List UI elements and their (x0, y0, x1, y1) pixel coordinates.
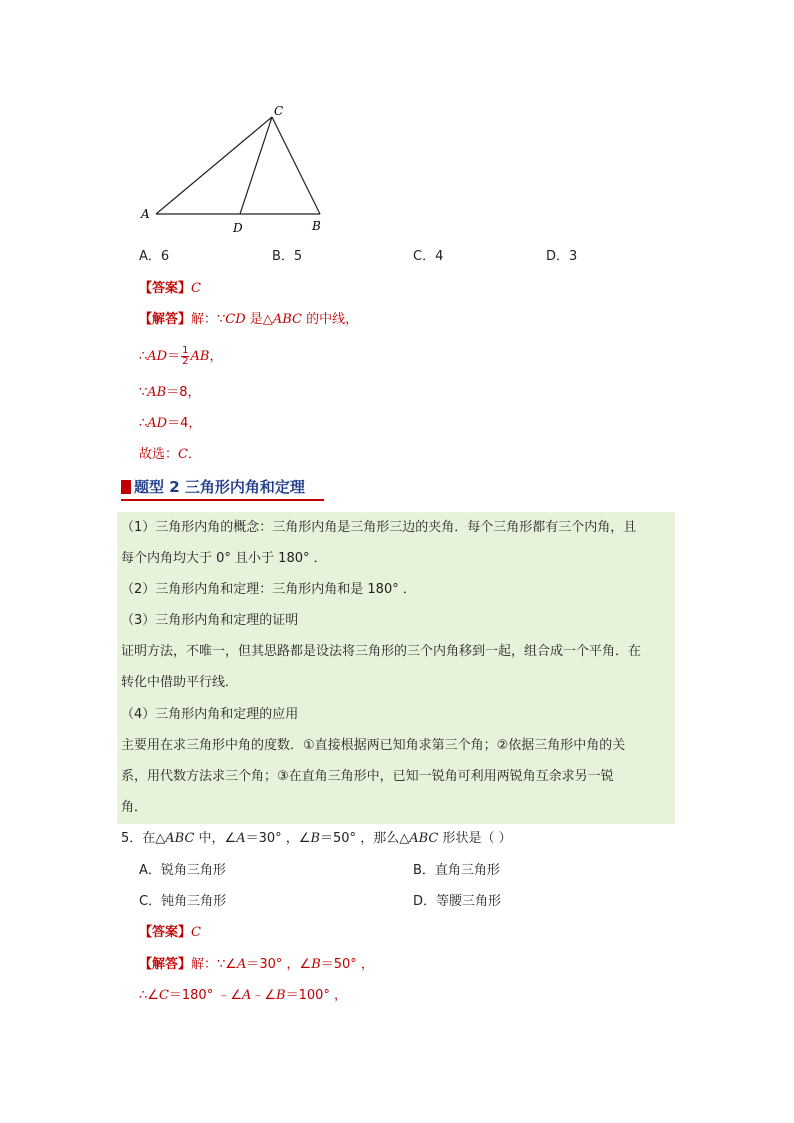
q4-option-a: A．6 (139, 249, 170, 264)
knowledge-line: （2）三角形内角和定理：三角形内角和是 180° ． (121, 582, 416, 597)
text: ﹣∠ (251, 988, 277, 1003)
math-var: B (310, 831, 321, 846)
text: ＝180° ﹣∠ (168, 988, 242, 1003)
triangle-figure (138, 100, 338, 240)
vertex-label-a: A (141, 207, 150, 221)
vertex-label-d: D (233, 221, 243, 235)
q4-solution-line-1 (139, 311, 358, 329)
text: ＝30° ，∠ (245, 831, 311, 846)
knowledge-line: 系，用代数方法求三个角；③在直角三角形中，已知一锐角可利用两锐角互余求另一锐 (121, 769, 614, 784)
math-var: ABC (272, 312, 302, 327)
text: 5．在△ (121, 831, 166, 846)
math-var: CD (225, 312, 246, 327)
knowledge-line: 转化中借助平行线． (121, 675, 239, 690)
knowledge-line: （3）三角形内角和定理的证明 (121, 613, 299, 628)
vertex-label-b: B (312, 219, 321, 233)
q5-solution-line-2 (139, 987, 347, 1005)
text: ， (209, 349, 223, 364)
solution-tag: 【解答】 (139, 957, 192, 972)
text: ∴∠ (139, 988, 159, 1003)
math-var: AB (190, 349, 210, 364)
q4-solution-line-3 (139, 384, 201, 402)
math-var: A (242, 988, 252, 1003)
numerator: 1 (182, 345, 189, 356)
text: ＝ (167, 349, 181, 364)
text: 是△ (245, 312, 273, 327)
math-var: A (236, 831, 246, 846)
q4-option-c: C．4 (413, 249, 444, 264)
math-var: AD (147, 416, 168, 431)
text: 形状是（ ） (438, 831, 512, 846)
knowledge-line: （1）三角形内角的概念：三角形内角是三角形三边的夹角．每个三角形都有三个内角，且 (121, 520, 637, 535)
text: 故选： (139, 447, 179, 462)
text: ∵ (139, 385, 148, 400)
q5-stem (121, 830, 512, 848)
fraction-one-half (181, 346, 189, 367)
knowledge-line: 每个内角均大于 0° 且小于 180° ． (121, 551, 327, 566)
segment-cd (240, 117, 272, 214)
text: 中，∠ (194, 831, 237, 846)
vertex-label-c: C (274, 104, 284, 118)
section-title-underline (121, 499, 324, 501)
text: ＝4， (167, 416, 202, 431)
math-var: C (178, 447, 188, 462)
knowledge-line: （4）三角形内角和定理的应用 (121, 707, 299, 722)
solution-tag: 【解答】 (139, 312, 192, 327)
math-var: AB (147, 385, 167, 400)
q5-answer (139, 924, 201, 942)
text: 的中线， (301, 312, 359, 327)
q5-option-b: B．直角三角形 (413, 863, 500, 878)
math-var: A (236, 957, 247, 972)
math-var: ABC (409, 831, 439, 846)
text: 解：∵ (191, 312, 226, 327)
q5-solution-line-1 (139, 956, 374, 974)
math-var: ABC (165, 831, 195, 846)
text: ＝50° ，那么△ (320, 831, 410, 846)
answer-tag: 【答案】 (139, 281, 192, 296)
section-title-text: 题型 2 三角形内角和定理 (134, 478, 305, 496)
text: ＝30° ，∠ (246, 957, 312, 972)
segment-bc (272, 117, 320, 214)
math-var: B (311, 957, 321, 972)
text: ∴ (139, 416, 148, 431)
q4-option-d: D．3 (546, 249, 578, 264)
text: 解：∵∠ (191, 957, 237, 972)
answer-value: C (191, 925, 201, 940)
q4-answer (139, 280, 201, 298)
answer-tag: 【答案】 (139, 925, 192, 940)
denominator: 2 (182, 356, 189, 367)
knowledge-line: 角． (121, 800, 148, 815)
answer-value: C (191, 281, 201, 296)
text: ＝8， (166, 385, 201, 400)
q5-option-a: A．锐角三角形 (139, 863, 226, 878)
knowledge-line: 证明方法，不唯一，但其思路都是设法将三角形的三个内角移到一起，组合成一个平角．在 (121, 644, 642, 659)
math-var: B (276, 988, 286, 1003)
section-marker-icon (121, 480, 131, 494)
knowledge-box (117, 512, 675, 824)
text: ∴ (139, 349, 148, 364)
math-var: AD (147, 349, 168, 364)
knowledge-line: 主要用在求三角形中角的度数．①直接根据两已知角求第三个角；②依据三角形中角的关 (121, 738, 626, 753)
segment-ac (156, 117, 272, 214)
math-var: C (158, 988, 169, 1003)
text: ． (187, 447, 201, 462)
text: ＝100° ， (285, 988, 348, 1003)
q5-option-d: D．等腰三角形 (413, 894, 502, 909)
q4-solution-line-2 (139, 344, 222, 370)
q4-solution-line-4 (139, 415, 201, 433)
q4-solution-line-5 (139, 446, 201, 464)
q5-option-c: C．钝角三角形 (139, 894, 227, 909)
section-title (121, 477, 305, 497)
text: ＝50° ， (320, 957, 374, 972)
q4-option-b: B．5 (272, 249, 303, 264)
